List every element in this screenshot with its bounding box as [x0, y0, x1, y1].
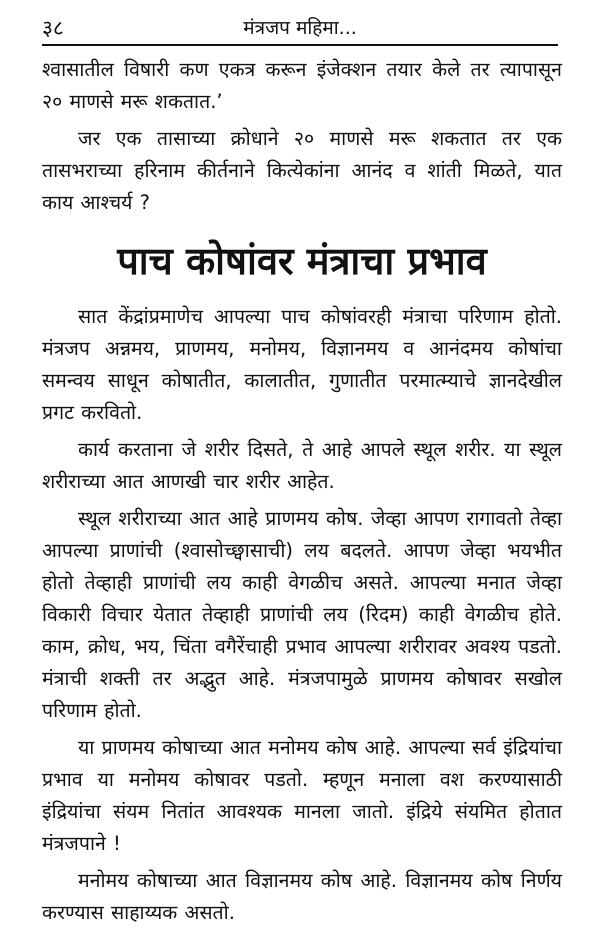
paragraph: सात केंद्रांप्रमाणेच आपल्या पाच कोषांवरही मंत्राचा परिणाम होतो. मंत्रजप अन्नमय, प्राणमय, मनोमय, विज्ञानमय व आनंदमय कोषांचा समन्वय साधून कोषातीत, कालातीत, गुणातीत परमात्म्याचे ज्ञानदेखील प्रगट करवितो.	[42, 305, 562, 424]
page-body	[42, 54, 562, 934]
paragraph: स्थूल शरीराच्या आत आहे प्राणमय कोष. जेव्हा आपण रागावतो तेव्हा आपल्या प्राणांची (श्वासोच्छ्वासाची) लय बदलते. आपण जेव्हा भयभीत होतो तेव्हाही प्राणांची लय काही वेगळीच असते. आपल्या मनात जेव्हा विकारी विचार येतात तेव्हाही प्राणांची लय (रिदम) काही वेगळीच होते. काम, क्रोध, भय, चिंता वगैरेंचाही प्रभाव आपल्या शरीरावर अवश्य पडतो. मंत्राची शक्ती तर अद्भुत आहे. मंत्रजपामुळे प्राणमय कोषावर सखोल परिणाम होतो.	[42, 507, 562, 722]
section-heading: पाच कोषांवर मंत्राचा प्रभाव	[117, 239, 487, 283]
paragraph: या प्राणमय कोषाच्या आत मनोमय कोष आहे. आपल्या सर्व इंद्रियांचा प्रभाव या मनोमय कोषावर पडतो. म्हणून मनाला वश करण्यासाठी इंद्रियांचा संयम नितांत आवश्यक मानला जातो. इंद्रिये संयमित होतात मंत्रजपाने !	[42, 736, 562, 855]
running-title: मंत्रजप महिमा...	[243, 17, 357, 39]
paragraph: कार्य करताना जे शरीर दिसते, ते आहे आपले स्थूल शरीर. या स्थूल शरीराच्या आत आणखी चार शरीर आहेत.	[42, 438, 562, 493]
running-header	[42, 14, 558, 46]
paragraph-continued: श्वासातील विषारी कण एकत्र करून इंजेक्शन तयार केले तर त्यापासून २० माणसे मरू शकतात.’	[42, 58, 562, 113]
paragraph: मनोमय कोषाच्या आत विज्ञानमय कोष आहे. विज्ञानमय कोष निर्णय करण्यास साहाय्यक असतो.	[42, 869, 562, 924]
page-number: ३८	[42, 16, 64, 40]
paragraph: जर एक तासाच्या क्रोधाने २० माणसे मरू शकतात तर एक तासभराच्या हरिनाम कीर्तनाने कित्येकांना आनंद व शांती मिळते, यात काय आश्चर्य ?	[42, 127, 562, 214]
